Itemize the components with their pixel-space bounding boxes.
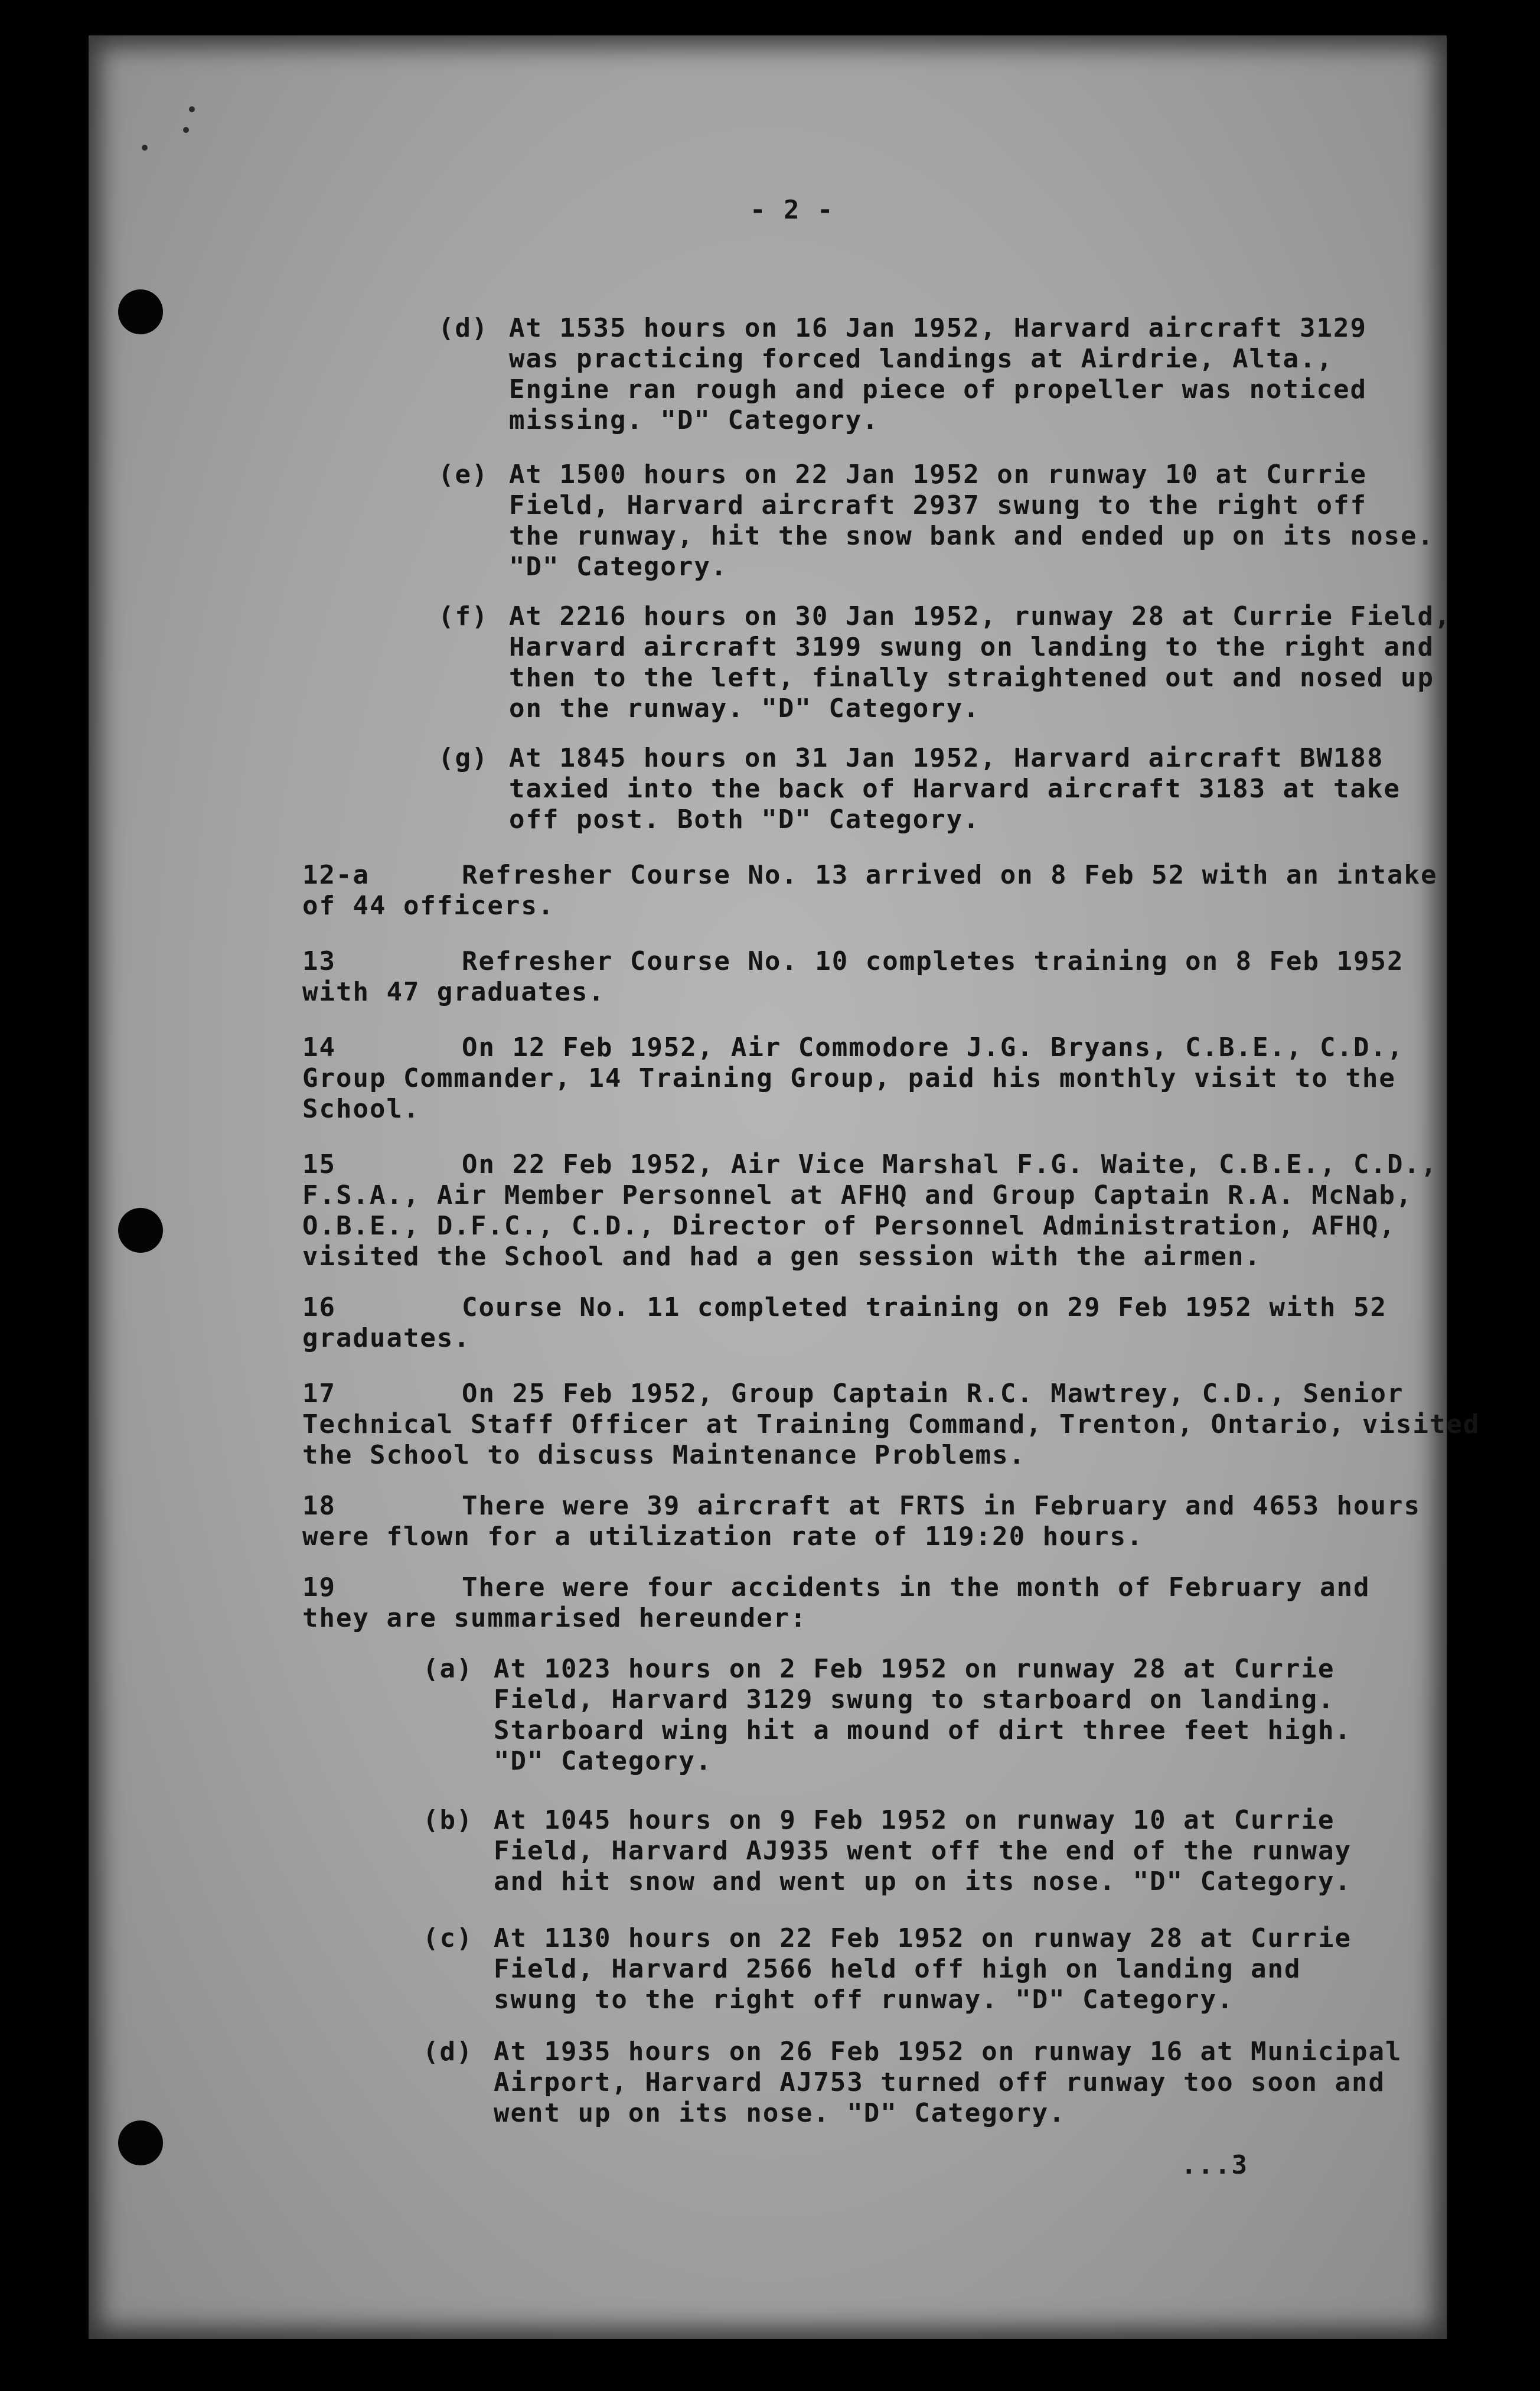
- paragraph-number: 16: [302, 1292, 336, 1322]
- item-label: (a): [423, 1654, 474, 1684]
- paragraph-number: 15: [302, 1149, 336, 1180]
- paragraph-number: 13: [302, 946, 336, 976]
- item-label: (b): [423, 1805, 474, 1835]
- item-line: Field, Harvard 3129 swung to starboard on landing.: [494, 1685, 1335, 1715]
- item-line: At 1845 hours on 31 Jan 1952, Harvard aircraft BW188: [509, 743, 1384, 773]
- item-line: At 1023 hours on 2 Feb 1952 on runway 28 at Currie: [494, 1654, 1335, 1684]
- paragraph-number: 17: [302, 1379, 336, 1409]
- item-line: At 1045 hours on 9 Feb 1952 on runway 10 at Currie: [494, 1805, 1335, 1835]
- item-line: Field, Harvard aircraft 2937 swung to the right off: [509, 490, 1368, 520]
- paragraph-line: visited the School and had a gen session with the airmen.: [302, 1242, 1261, 1272]
- item-line: then to the left, finally straightened out and nosed up: [509, 663, 1434, 693]
- speck-mark: [142, 145, 148, 151]
- speck-mark: [183, 127, 189, 133]
- paragraph-line: School.: [302, 1094, 420, 1124]
- item-line: went up on its nose. "D" Category.: [494, 2098, 1066, 2128]
- paragraph-line: the School to discuss Maintenance Problems.: [302, 1440, 1026, 1470]
- item-line: At 1130 hours on 22 Feb 1952 on runway 28 at Currie: [494, 1923, 1352, 1953]
- item-line: on the runway. "D" Category.: [509, 693, 980, 724]
- punch-hole: [118, 2120, 163, 2165]
- paragraph-line: F.S.A., Air Member Personnel at AFHQ and Group Captain R.A. McNab,: [302, 1180, 1413, 1210]
- punch-hole: [118, 289, 163, 334]
- paragraph-line: On 25 Feb 1952, Group Captain R.C. Mawtrey, C.D., Senior: [462, 1379, 1404, 1409]
- item-line: At 1500 hours on 22 Jan 1952 on runway 10 at Currie: [509, 460, 1368, 490]
- punch-hole: [118, 1208, 163, 1253]
- speck-mark: [189, 106, 195, 112]
- paragraph-line: Refresher Course No. 10 completes training on 8 Feb 1952: [462, 946, 1404, 976]
- paragraph-line: O.B.E., D.F.C., C.D., Director of Personnel Administration, AFHQ,: [302, 1211, 1396, 1241]
- paragraph-number: 12-a: [302, 860, 370, 890]
- item-line: Field, Harvard AJ935 went off the end of the runway: [494, 1836, 1352, 1866]
- item-line: Engine ran rough and piece of propeller was noticed: [509, 374, 1368, 405]
- item-line: taxied into the back of Harvard aircraft 3183 at take: [509, 774, 1401, 804]
- item-line: missing. "D" Category.: [509, 405, 879, 435]
- item-line: the runway, hit the snow bank and ended up on its nose.: [509, 521, 1434, 551]
- paragraph-line: with 47 graduates.: [302, 977, 605, 1007]
- item-line: "D" Category.: [509, 552, 728, 582]
- item-line: At 1535 hours on 16 Jan 1952, Harvard aircraft 3129: [509, 313, 1368, 343]
- paragraph-line: Course No. 11 completed training on 29 Feb 1952 with 52: [462, 1292, 1387, 1322]
- item-line: was practicing forced landings at Airdrie, Alta.,: [509, 344, 1334, 374]
- item-line: Airport, Harvard AJ753 turned off runway too soon and: [494, 2067, 1385, 2097]
- paragraph-number: 18: [302, 1491, 336, 1521]
- item-label: (g): [438, 743, 489, 773]
- item-label: (d): [423, 2037, 474, 2067]
- paragraph-line: of 44 officers.: [302, 891, 555, 921]
- item-label: (e): [438, 460, 489, 490]
- item-line: At 2216 hours on 30 Jan 1952, runway 28 at Currie Field,: [509, 601, 1451, 631]
- item-label: (c): [423, 1923, 474, 1953]
- item-line: and hit snow and went up on its nose. "D" Category.: [494, 1866, 1352, 1897]
- page-number: - 2 -: [750, 195, 834, 225]
- item-line: At 1935 hours on 26 Feb 1952 on runway 16 at Municipal: [494, 2037, 1402, 2067]
- paragraph-line: they are summarised hereunder:: [302, 1603, 807, 1633]
- continuation-marker: ...3: [1181, 2150, 1248, 2180]
- paragraph-line: Technical Staff Officer at Training Command, Trenton, Ontario, visited: [302, 1409, 1480, 1439]
- paragraph-number: 19: [302, 1572, 336, 1602]
- paragraph-line: Group Commander, 14 Training Group, paid his monthly visit to the: [302, 1063, 1396, 1093]
- item-line: swung to the right off runway. "D" Category.: [494, 1985, 1234, 2015]
- paragraph-line: There were four accidents in the month of February and: [462, 1572, 1371, 1602]
- item-label: (f): [438, 601, 489, 631]
- paragraph-line: On 22 Feb 1952, Air Vice Marshal F.G. Waite, C.B.E., C.D.,: [462, 1149, 1438, 1180]
- item-line: "D" Category.: [494, 1746, 713, 1776]
- paragraph-line: Refresher Course No. 13 arrived on 8 Feb 52 with an intake: [462, 860, 1438, 890]
- item-line: Starboard wing hit a mound of dirt three feet high.: [494, 1715, 1352, 1745]
- paragraph-line: There were 39 aircraft at FRTS in February and 4653 hours: [462, 1491, 1421, 1521]
- paragraph-line: On 12 Feb 1952, Air Commodore J.G. Bryans, C.B.E., C.D.,: [462, 1032, 1404, 1063]
- item-line: Harvard aircraft 3199 swung on landing to the right and: [509, 632, 1434, 662]
- paragraph-line: graduates.: [302, 1323, 471, 1353]
- item-label: (d): [438, 313, 489, 343]
- item-line: Field, Harvard 2566 held off high on landing and: [494, 1954, 1301, 1984]
- paragraph-number: 14: [302, 1032, 336, 1063]
- item-line: off post. Both "D" Category.: [509, 804, 980, 835]
- paragraph-line: were flown for a utilization rate of 119:20 hours.: [302, 1522, 1144, 1552]
